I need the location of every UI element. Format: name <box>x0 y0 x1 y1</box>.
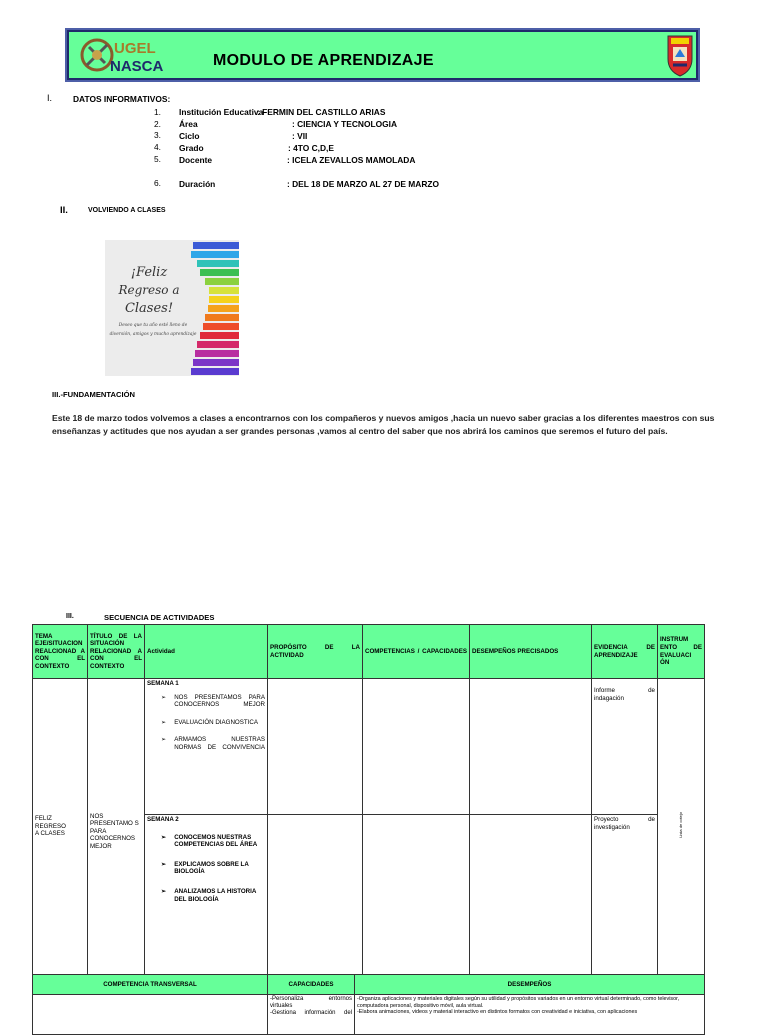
activity-text: EXPLICAMOS SOBRE LA BIOLOGÍA <box>174 860 249 876</box>
page-title: MODULO DE APRENDIZAJE <box>213 52 434 69</box>
arrow-bullet-icon: ➢ <box>161 887 167 895</box>
section-title-fundamentacion: III.-FUNDAMENTACIÓN <box>52 390 135 399</box>
week1-label: SEMANA 1 <box>147 680 179 687</box>
transversal-header-row <box>33 975 705 995</box>
list-item <box>161 719 265 727</box>
item-num: 1. <box>154 107 161 117</box>
header-tema: TEMA EJE/SITUACION REALCIONAD A CON EL CONTEXTO <box>33 625 88 679</box>
evidence1-text: Informe de indagación <box>594 687 655 702</box>
section-numeral: III. <box>66 613 74 620</box>
section-title-volviendo: VOLVIENDO A CLASES <box>88 207 166 214</box>
week2-cell <box>145 815 268 975</box>
titulo-text: NOS PRESENTAMO S PARA CONOCERNOS MEJOR <box>90 812 139 850</box>
poster-line1: ¡Feliz <box>130 265 168 280</box>
poster-small1: Deseo que tu año esté lleno de <box>118 323 188 328</box>
capacidad-text: -Personaliza entornos virtuales <box>270 996 352 1010</box>
desempenos-cell <box>470 679 592 815</box>
section-title-datos: DATOS INFORMATIVOS: <box>73 94 171 104</box>
list-item <box>161 694 265 709</box>
transversal-competence-cell <box>33 995 268 1035</box>
activities-table <box>32 624 705 975</box>
activity-text: NOS PRESENTAMOS PARA CONOCERNOS MEJOR <box>174 693 265 709</box>
capacidad-text: -Gestiona información del <box>270 1010 352 1017</box>
logo-text-bottom: NASCA <box>110 58 164 75</box>
week2-label: SEMANA 2 <box>147 816 179 823</box>
item-value: : VII <box>292 131 308 141</box>
transversal-table <box>32 974 705 1035</box>
capacidades-cell <box>268 995 355 1035</box>
arrow-bullet-icon: ➢ <box>161 693 167 701</box>
logo-text-top: UGEL <box>114 40 156 57</box>
item-label: Grado <box>179 143 204 153</box>
list-item <box>161 888 265 903</box>
proposito-cell <box>268 815 363 975</box>
header-evidencia: EVIDENCIA DE APRENDIZAJE <box>592 625 658 679</box>
fundamentacion-paragraph: Este 18 de marzo todos volvemos a clases a encontrarnos con los compañeros y nuevos amigos ,hacia un nuevo saber gracias a los diferentes maestros con sus enseñanzas y actitudes que nos ayudan a ser grandes personas ,vamos al centro del saber que nos abrirá los caminos que seremos el futuro del país. <box>52 413 715 436</box>
header-capacidades: CAPACIDADES <box>268 975 355 995</box>
table-header-row <box>33 625 705 679</box>
header-desempenos: DESEMPEÑOS PRECISADOS <box>470 625 592 679</box>
desempenos-cell <box>470 815 592 975</box>
arrow-bullet-icon: ➢ <box>161 736 167 744</box>
header-competencias: COMPETENCIAS / CAPACIDADES <box>363 625 470 679</box>
arrow-bullet-icon: ➢ <box>161 718 167 726</box>
evidence2-cell <box>592 815 658 975</box>
titulo-cell <box>88 679 145 975</box>
competencias-cell <box>363 815 470 975</box>
activity-text: EVALUACIÓN DIAGNOSTICA <box>174 718 258 726</box>
list-item <box>161 861 265 876</box>
activity-text: ANALIZAMOS LA HISTORIA DEL BIOLOGÍA <box>174 887 257 903</box>
item-value: : 4TO C,D,E <box>288 143 334 153</box>
desempeno-text: -Organiza aplicaciones y materiales digitales según su utilidad y propósitos variados en un entorno virtual determinado, como televisor, computadora personal, dispositivo móvil, aula virtual. <box>357 996 680 1009</box>
arrow-bullet-icon: ➢ <box>161 860 167 868</box>
item-value: : DEL 18 DE MARZO AL 27 DE MARZO <box>287 179 440 189</box>
proposito-cell <box>268 679 363 815</box>
activity-text: CONOCEMOS NUESTRAS COMPETENCIAS DEL ÁREA <box>174 833 258 849</box>
arrow-bullet-icon: ➢ <box>161 833 167 841</box>
instrument-text: Lista de cotejo <box>678 812 684 839</box>
ugel-logo <box>80 34 167 76</box>
header-instrumento: INSTRUM ENTO DE EVALUACI ÓN <box>658 625 705 679</box>
item-num: 3. <box>154 130 161 140</box>
item-label: Área <box>179 119 198 129</box>
item-label: Docente <box>179 155 213 165</box>
welcome-poster <box>105 240 239 376</box>
item-label: Ciclo <box>179 131 200 141</box>
tema-cell <box>33 679 88 975</box>
item-value: : ICELA ZEVALLOS MAMOLADA <box>287 155 416 165</box>
table-row <box>33 995 705 1035</box>
activity-text: ARMAMOS NUESTRAS NORMAS DE CONVIVENCIA <box>174 736 265 751</box>
item-value: : FERMIN DEL CASTILLO ARIAS <box>257 107 386 117</box>
item-value: : CIENCIA Y TECNOLOGIA <box>292 119 398 129</box>
tema-text: FELIZ REGRESO A CLASES <box>35 815 66 838</box>
competencias-cell <box>363 679 470 815</box>
list-item <box>161 834 265 849</box>
school-crest-icon <box>667 33 693 77</box>
poster-small2: diversión, amigos y mucho aprendizaje <box>109 332 197 337</box>
header-desempenos-transversal: DESEMPEÑOS <box>355 975 705 995</box>
item-num: 5. <box>154 154 161 164</box>
list-item <box>161 736 265 751</box>
evidence2-text: Proyecto de investigación <box>594 816 655 831</box>
week1-cell <box>145 679 268 815</box>
item-num: 6. <box>154 178 161 188</box>
item-label: Institución Educativa <box>179 107 264 117</box>
poster-line2: Regreso a <box>118 283 180 297</box>
section-numeral: II. <box>60 205 68 216</box>
poster-line3: Clases! <box>124 301 174 316</box>
header-titulo: TÍTULO DE LA SITUACIÓN RELACIONAD A CON EL CONTEXTO <box>88 625 145 679</box>
item-label: Duración <box>179 179 216 189</box>
item-num: 2. <box>154 119 161 129</box>
header-competencia-transversal: COMPETENCIA TRANSVERSAL <box>33 975 268 995</box>
desempeno-text: -Elabora animaciones, videos y material interactivo en distintos formatos con creatividad e iniciativa, con aplicaciones <box>357 1009 638 1016</box>
section-numeral: I. <box>47 93 53 103</box>
header-proposito: PROPÓSITO DE LA ACTIVIDAD <box>268 625 363 679</box>
table-row <box>33 679 705 815</box>
instrument-cell <box>658 679 705 975</box>
section-title-secuencia: SECUENCIA DE ACTIVIDADES <box>104 613 215 622</box>
evidence1-cell <box>592 679 658 815</box>
header-actividad: Actividad <box>145 625 268 679</box>
item-num: 4. <box>154 142 161 152</box>
desempenos-transversal-cell <box>355 995 705 1035</box>
